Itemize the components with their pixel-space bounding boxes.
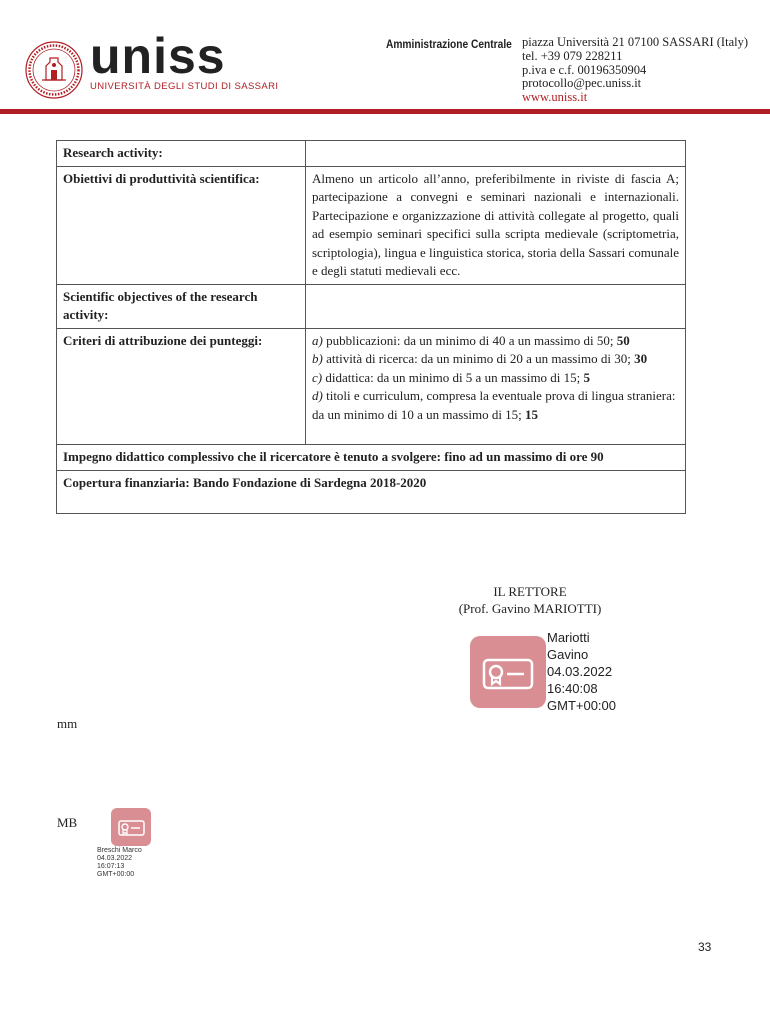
criterion-letter: b) bbox=[312, 351, 323, 366]
brand-name: uniss bbox=[90, 28, 226, 84]
letterhead bbox=[0, 0, 770, 118]
objectives-label: Obiettivi di produttività scientifica: bbox=[57, 166, 306, 284]
criterion-item bbox=[312, 369, 679, 388]
page-number: 33 bbox=[698, 940, 712, 954]
header-divider bbox=[0, 109, 770, 114]
initials-mb: MB bbox=[57, 815, 78, 830]
initials-mm: mm bbox=[57, 716, 78, 731]
criterion-points: 30 bbox=[634, 351, 648, 366]
scientific-objectives-label: Scientific objectives of the research activity: bbox=[57, 284, 306, 328]
teaching-commitment: Impegno didattico complessivo che il ricercatore è tenuto a svolgere: fino ad un massimo di ore 90 bbox=[57, 445, 686, 471]
criterion-points: 50 bbox=[616, 332, 630, 348]
criterion-letter: a) bbox=[312, 332, 323, 348]
scientific-objectives-value bbox=[306, 284, 686, 328]
signer-line: Mariotti bbox=[547, 630, 590, 645]
brand-subtitle: UNIVERSITÀ DEGLI STUDI DI SASSARI bbox=[90, 81, 279, 92]
criterion-points: 5 bbox=[583, 369, 591, 385]
table-row bbox=[57, 470, 686, 513]
criterion-points: 15 bbox=[525, 406, 539, 422]
criterion-text: attività di ricerca: da un minimo di 20 a un massimo di 30; bbox=[322, 351, 635, 366]
criterion-letter: c) bbox=[312, 369, 323, 385]
certificate-icon[interactable] bbox=[470, 636, 546, 708]
research-activity-label: Research activity: bbox=[57, 141, 306, 167]
criterion-text: pubblicazioni: da un minimo di 40 a un massimo di 50; bbox=[322, 332, 617, 348]
pec-email[interactable]: protocollo@pec.uniss.it bbox=[522, 76, 642, 91]
table-row bbox=[57, 141, 686, 167]
research-details-table bbox=[56, 140, 686, 514]
table-row bbox=[57, 166, 686, 284]
criteria-label: Criteri di attribuzione dei punteggi: bbox=[57, 328, 306, 445]
table-row bbox=[57, 328, 686, 445]
table-row bbox=[57, 445, 686, 471]
address: piazza Università 21 07100 SASSARI (Italy) bbox=[522, 35, 749, 49]
signer-line: 04.03.2022 bbox=[547, 664, 613, 679]
criterion-item bbox=[312, 350, 679, 369]
criterion-letter: d) bbox=[312, 388, 323, 403]
funding: Copertura finanziaria: Bando Fondazione di Sardegna 2018-2020 bbox=[57, 470, 686, 513]
signer-line: GMT+00:00 bbox=[97, 871, 135, 878]
digital-signature-info bbox=[547, 629, 616, 714]
rector-name: (Prof. Gavino MARIOTTI) bbox=[458, 601, 602, 616]
telephone: tel. +39 079 228211 bbox=[522, 48, 623, 63]
signer-line: Gavino bbox=[547, 647, 589, 662]
signer-line: 04.03.2022 bbox=[97, 855, 133, 862]
criterion-text: didattica: da un minimo di 5 a un massimo di 15; bbox=[322, 369, 584, 385]
research-activity-value bbox=[306, 141, 686, 167]
rector-block bbox=[420, 583, 640, 617]
objectives-value: Almeno un articolo all’anno, preferibilmente in riviste di fascia A; partecipazione a convegni e seminari nazionali e internazionali. Partecipazione e organizzazione di attività collegate al progetto, quali ad esempio seminari specifici sulla scripta medievale (scriptometria, scriptologia), lingua e linguistica storica, storia della Sassari comunale e degli statuti medievali ecc. bbox=[306, 166, 686, 284]
brand-block bbox=[90, 28, 279, 92]
digital-signature-info-2 bbox=[97, 847, 142, 879]
certificate-icon[interactable] bbox=[111, 808, 151, 846]
criteria-value bbox=[306, 328, 686, 445]
table-row bbox=[57, 284, 686, 328]
criterion-text: titoli e curriculum, compresa la eventuale prova di lingua straniera: da un minimo di 10 a un massimo di 15; bbox=[312, 388, 676, 422]
university-seal-logo bbox=[24, 40, 84, 100]
signer-line: Breschi Marco bbox=[97, 847, 142, 854]
rector-title: IL RETTORE bbox=[493, 584, 567, 599]
criterion-item bbox=[312, 387, 679, 424]
vat-number: p.iva e c.f. 00196350904 bbox=[522, 62, 647, 77]
criterion-item bbox=[312, 332, 679, 351]
website-link[interactable]: www.uniss.it bbox=[522, 90, 588, 105]
office-name: Amministrazione Centrale bbox=[386, 37, 512, 51]
signer-line: 16:07:13 bbox=[97, 863, 125, 870]
signer-line: GMT+00:00 bbox=[547, 698, 617, 713]
contact-block bbox=[522, 36, 748, 105]
signer-line: 16:40:08 bbox=[547, 681, 598, 696]
